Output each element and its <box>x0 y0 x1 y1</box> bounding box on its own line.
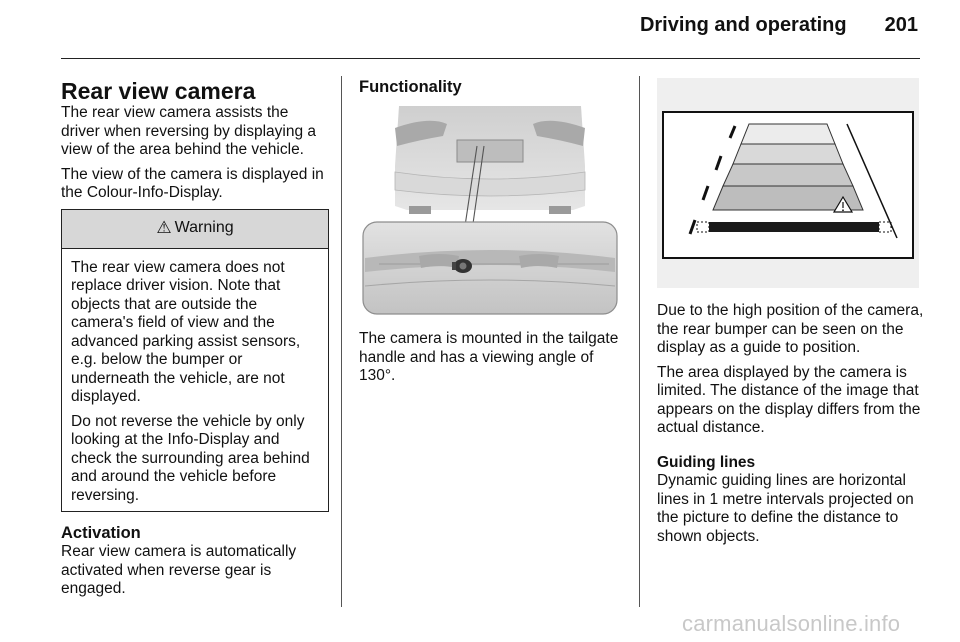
running-title: Driving and operating <box>639 14 847 36</box>
running-header <box>600 14 918 37</box>
tailgate-camera-illustration <box>359 106 621 321</box>
warning-box <box>61 209 329 513</box>
intro-paragraph-2: The view of the camera is displayed in the Colour-Info-Display. <box>61 165 324 201</box>
page-number: 201 <box>884 14 918 36</box>
guiding-lines-text: Dynamic guiding lines are horizontal lines in 1 metre intervals projected on the picture to define the distance to shown objects. <box>657 472 914 545</box>
activation-heading: Activation <box>61 524 141 542</box>
warning-triangle-icon: ⚠ <box>156 218 172 238</box>
warning-paragraph-1: The rear view camera does not replace driver vision. Note that objects that are outside the camera's field of view and the advanced parking assist sensors, e.g. below the bumper or underneath the vehicle, are not displayed. <box>71 258 301 405</box>
column-divider-1 <box>341 76 342 607</box>
camera-caption: The camera is mounted in the tailgate handle and has a viewing angle of 130°. <box>359 330 619 384</box>
warning-label: Warning <box>174 219 234 237</box>
activation-text: Rear view camera is automatically activated when reverse gear is engaged. <box>61 543 297 597</box>
header-rule <box>61 58 920 59</box>
warning-body <box>62 249 328 512</box>
warning-header <box>62 210 328 249</box>
bumper-paragraph: Due to the high position of the camera, the rear bumper can be seen on the display as a guide to position. <box>657 302 924 356</box>
section-title: Rear view camera <box>61 78 256 104</box>
intro-paragraph-1: The rear view camera assists the driver when reversing by displaying a view of the area behind the vehicle. <box>61 104 317 158</box>
watermark: carmanualsonline.info <box>682 611 901 636</box>
column-middle <box>359 78 627 392</box>
functionality-heading: Functionality <box>359 78 462 96</box>
camera-display-diagram <box>657 78 919 288</box>
warning-paragraph-2: Do not reverse the vehicle by only looking at the Info-Display and check the surrounding area behind and around the vehicle before reversing. <box>71 412 310 504</box>
guiding-lines-heading: Guiding lines <box>657 453 756 471</box>
column-right <box>657 78 925 552</box>
column-divider-2 <box>639 76 640 607</box>
display-area-paragraph: The area displayed by the camera is limited. The distance of the image that appears on the display differs from the actual distance. <box>657 363 921 436</box>
column-left <box>61 78 329 605</box>
